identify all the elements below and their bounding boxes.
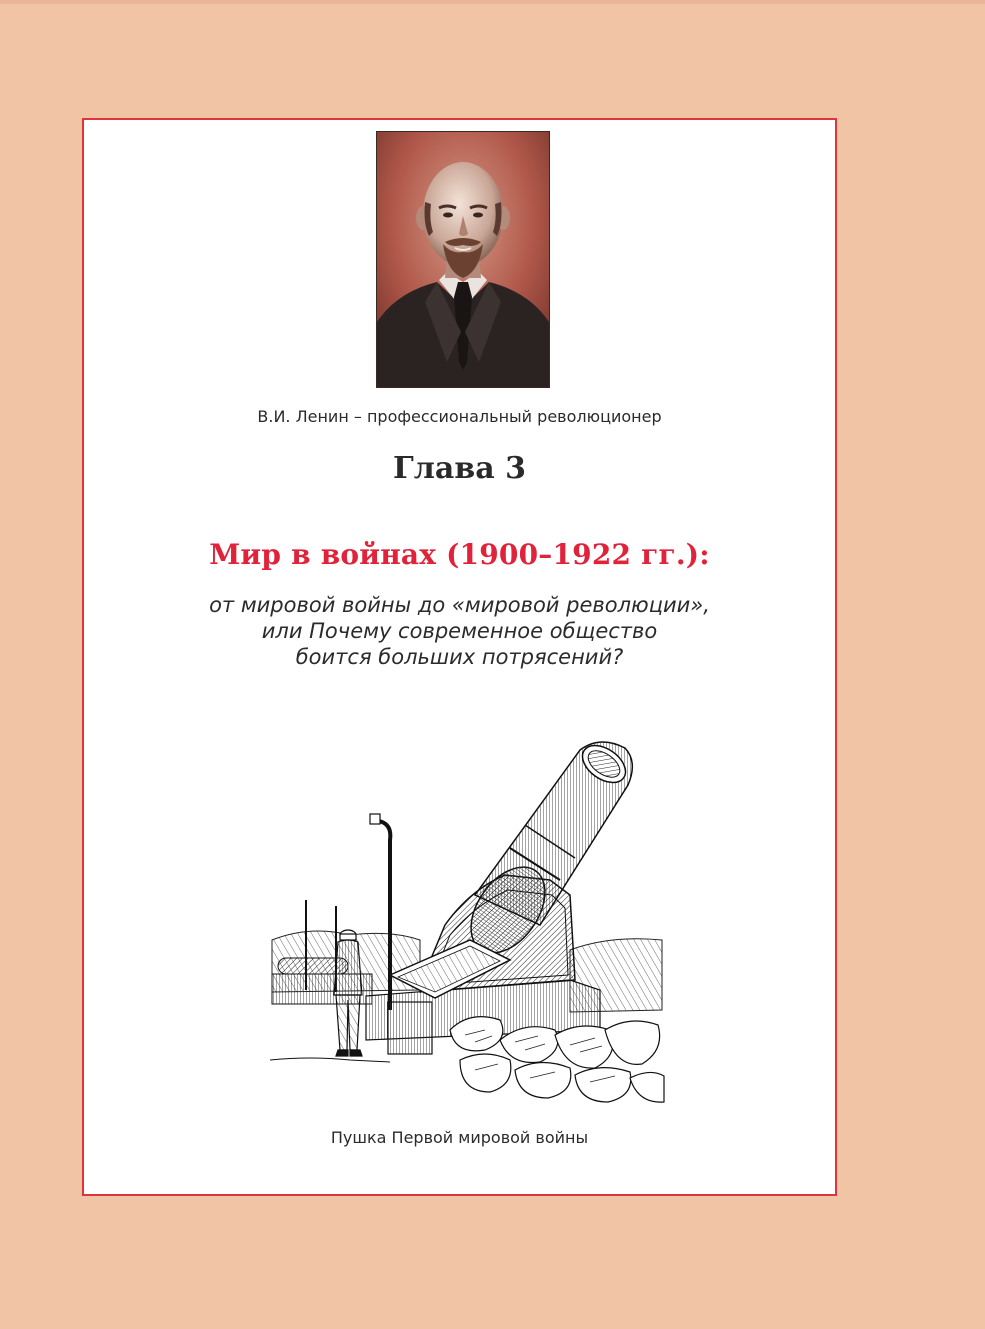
chapter-subtitle-line-1: от мировой войны до «мировой революции», xyxy=(209,593,710,617)
top-edge-stripe xyxy=(0,0,985,4)
portrait-caption: В.И. Ленин – профессиональный революционер xyxy=(257,407,662,426)
page-frame xyxy=(82,118,837,1196)
chapter-subtitle-line-2: или Почему современное общество xyxy=(261,619,658,643)
chapter-label: Глава 3 xyxy=(393,451,526,486)
lenin-portrait-image xyxy=(376,131,550,388)
cannon-illustration xyxy=(270,730,666,1110)
chapter-subtitle-line-3: боится больших потрясений? xyxy=(295,645,624,669)
chapter-title: Мир в войнах (1900–1922 гг.): xyxy=(209,538,710,571)
illustration-caption: Пушка Первой мировой войны xyxy=(330,1128,589,1147)
